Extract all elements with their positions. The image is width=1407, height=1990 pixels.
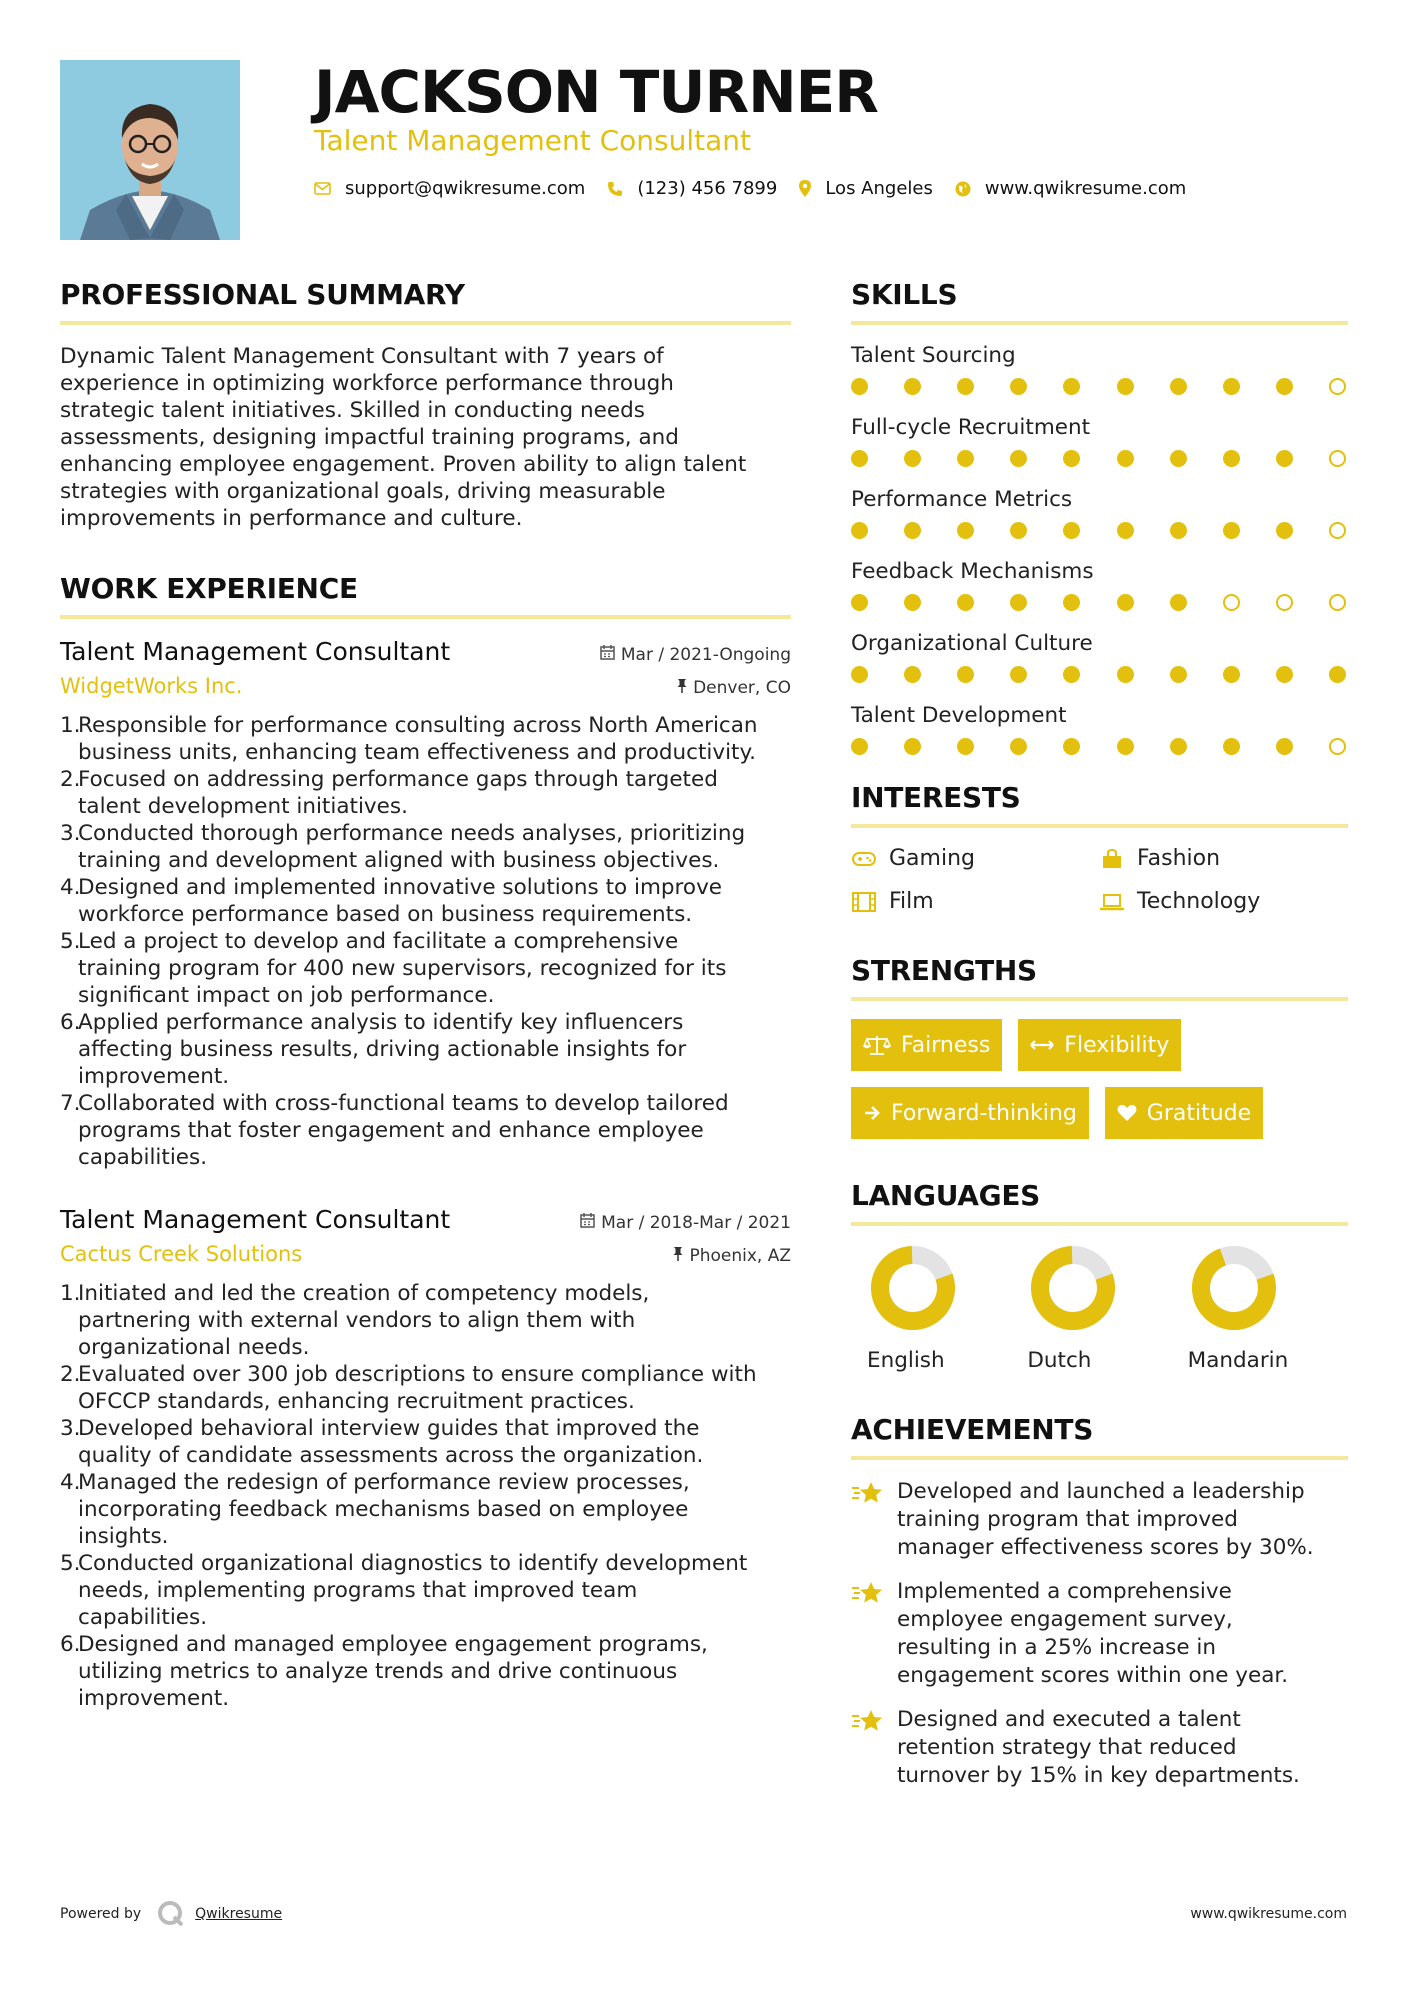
skill-item	[851, 559, 1348, 611]
rating-dot-filled	[1010, 738, 1027, 755]
rating-dot-filled	[1223, 378, 1240, 395]
skill-rating	[851, 378, 1348, 395]
rating-dot-filled	[1276, 666, 1293, 683]
job-title: Talent Management Consultant	[60, 1205, 451, 1234]
interest-item: Technology	[1099, 889, 1347, 914]
duty-line: organizational needs.	[78, 1335, 310, 1360]
duty-list	[60, 1280, 791, 1712]
rating-dot-filled	[851, 450, 868, 467]
contact-bar	[314, 178, 1208, 199]
skill-rating	[851, 594, 1348, 611]
job-title: Talent Management Consultant	[60, 637, 451, 666]
globe-icon	[955, 181, 971, 197]
duty-item	[60, 1469, 791, 1550]
duty-line: Managed the redesign of performance review processes,	[78, 1470, 690, 1495]
rating-dot-filled	[1170, 666, 1187, 683]
rating-dot-filled	[1170, 378, 1187, 395]
skill-item	[851, 415, 1348, 467]
skill-item	[851, 631, 1348, 683]
skill-name: Organizational Culture	[851, 631, 1093, 656]
duty-line: improvement.	[78, 1686, 230, 1711]
rating-dot-filled	[957, 450, 974, 467]
rating-dot-filled	[1117, 450, 1134, 467]
job-company-row	[60, 1234, 791, 1266]
duty-item	[60, 1280, 791, 1361]
rating-dot-filled	[1276, 738, 1293, 755]
duty-item	[60, 1415, 791, 1469]
envelope-icon	[314, 182, 331, 195]
duty-item	[60, 1550, 791, 1631]
strength-badge: Forward-thinking	[851, 1087, 1089, 1139]
duty-line: Focused on addressing performance gaps through targeted	[78, 767, 718, 792]
rating-dot-filled	[1117, 522, 1134, 539]
star-award-icon	[851, 1706, 885, 1790]
duty-number: 6.	[60, 1632, 81, 1657]
achievement-item	[851, 1478, 1348, 1562]
heart-icon	[1117, 1104, 1137, 1122]
duty-line: Applied performance analysis to identify key influencers	[78, 1010, 684, 1035]
achievement-line: manager effectiveness scores by 30%.	[897, 1535, 1314, 1560]
job-list	[60, 637, 791, 1712]
strength-badge: Fairness	[851, 1019, 1002, 1071]
left-column	[60, 278, 791, 1746]
language-item	[867, 1244, 1027, 1373]
skill-name: Talent Development	[851, 703, 1067, 728]
achievement-line: Designed and executed a talent	[897, 1707, 1241, 1732]
phone-icon	[607, 181, 623, 197]
duty-line: Collaborated with cross-functional teams to develop tailored	[78, 1091, 729, 1116]
duty-number: 7.	[60, 1091, 81, 1116]
duty-number: 6.	[60, 1010, 81, 1035]
arrows-horizontal-icon	[1030, 1039, 1054, 1051]
qwikresume-logo-icon	[157, 1900, 185, 1928]
rating-dot-filled	[904, 738, 921, 755]
skill-item	[851, 487, 1348, 539]
duty-line: improvement.	[78, 1064, 230, 1089]
achievement-line: engagement scores within one year.	[897, 1663, 1289, 1688]
duty-line: training program for 400 new supervisors, recognized for its	[78, 956, 727, 981]
duty-number: 1.	[60, 1281, 81, 1306]
rating-dot-filled	[1063, 522, 1080, 539]
achievements-heading: ACHIEVEMENTS	[851, 1413, 1348, 1460]
rating-dot-filled	[1010, 666, 1027, 683]
duty-number: 4.	[60, 1470, 81, 1495]
rating-dot-filled	[1117, 594, 1134, 611]
rating-dot-filled	[1170, 450, 1187, 467]
rating-dot-filled	[1063, 594, 1080, 611]
job-date-text: Mar / 2021-Ongoing	[620, 644, 791, 665]
language-name: Dutch	[1027, 1348, 1092, 1373]
rating-dot-filled	[1010, 594, 1027, 611]
rating-dot-filled	[1170, 594, 1187, 611]
company-name: Cactus Creek Solutions	[60, 1242, 303, 1266]
achievement-line: Developed and launched a leadership	[897, 1479, 1305, 1504]
duty-number: 1.	[60, 713, 81, 738]
duty-line: capabilities.	[78, 1605, 208, 1630]
duty-item	[60, 874, 791, 928]
duty-item	[60, 1361, 791, 1415]
balance-scale-icon	[863, 1034, 891, 1056]
duty-line: significant impact on job performance.	[78, 983, 495, 1008]
achievement-line: Implemented a comprehensive	[897, 1579, 1232, 1604]
star-award-icon	[851, 1578, 885, 1690]
achievement-text	[897, 1706, 1300, 1790]
language-list	[851, 1244, 1348, 1373]
strength-list	[851, 1019, 1348, 1139]
shopping-bag-icon	[1099, 848, 1125, 870]
skill-rating	[851, 450, 1348, 467]
rating-dot-filled	[1329, 666, 1346, 683]
duty-line: Designed and managed employee engagement programs,	[78, 1632, 708, 1657]
duty-text	[78, 1415, 703, 1469]
rating-dot-empty	[1223, 594, 1240, 611]
interest-list	[851, 846, 1348, 914]
language-donut	[1029, 1244, 1117, 1332]
duty-number: 4.	[60, 875, 81, 900]
rating-dot-filled	[1063, 738, 1080, 755]
rating-dot-filled	[1117, 738, 1134, 755]
duty-text	[78, 1090, 729, 1171]
rating-dot-empty	[1329, 450, 1346, 467]
rating-dot-filled	[957, 522, 974, 539]
duty-text	[78, 1009, 686, 1090]
rating-dot-filled	[957, 594, 974, 611]
right-column	[851, 278, 1348, 1806]
duty-item	[60, 712, 791, 766]
rating-dot-filled	[851, 738, 868, 755]
rating-dot-filled	[904, 594, 921, 611]
duty-line: Designed and implemented innovative solutions to improve	[78, 875, 723, 900]
duty-text	[78, 1469, 690, 1550]
language-item	[1027, 1244, 1187, 1373]
contact-phone[interactable]: (123) 456 7899	[607, 178, 777, 199]
rating-dot-filled	[1063, 450, 1080, 467]
achievement-text	[897, 1578, 1288, 1690]
film-icon	[851, 891, 877, 913]
job-entry	[60, 1205, 791, 1712]
job-location	[673, 1246, 791, 1266]
duty-item	[60, 766, 791, 820]
skills-heading: SKILLS	[851, 278, 1348, 325]
rating-dot-filled	[904, 450, 921, 467]
footer-brand-link[interactable]: Qwikresume	[195, 1906, 283, 1922]
rating-dot-filled	[851, 594, 868, 611]
duty-text	[78, 1631, 708, 1712]
language-donut	[869, 1244, 957, 1332]
rating-dot-filled	[904, 378, 921, 395]
job-location-text: Phoenix, AZ	[689, 1245, 791, 1266]
rating-dot-empty	[1329, 738, 1346, 755]
duty-line: programs that foster engagement and enhance employee	[78, 1118, 704, 1143]
duty-number: 3.	[60, 821, 81, 846]
duty-number: 5.	[60, 929, 81, 954]
duty-line: training and development aligned with business objectives.	[78, 848, 720, 873]
rating-dot-empty	[1329, 594, 1346, 611]
rating-dot-filled	[1010, 450, 1027, 467]
duty-text	[78, 928, 726, 1009]
profile-photo	[60, 60, 240, 240]
rating-dot-filled	[1063, 666, 1080, 683]
rating-dot-filled	[1276, 522, 1293, 539]
professional-summary: Dynamic Talent Management Consultant with 7 years of experience in optimizing workforce performance through strategic talent initiatives. Skilled in conducting needs assessments, designing impactful training programs, and enhancing employee engagement. Proven ability to align talent strategies with organizational goals, driving measurable improvements in performance and culture.	[60, 344, 747, 531]
achievement-line: employee engagement survey,	[897, 1607, 1233, 1632]
achievement-text	[897, 1478, 1314, 1562]
pin-icon	[677, 678, 687, 697]
duty-text	[78, 1280, 649, 1361]
duty-line: incorporating feedback mechanisms based on employee	[78, 1497, 689, 1522]
achievement-line: retention strategy that reduced	[897, 1735, 1237, 1760]
skill-name: Performance Metrics	[851, 487, 1073, 512]
skill-list	[851, 343, 1348, 755]
job-date	[600, 645, 791, 665]
duty-line: business units, enhancing team effectiveness and productivity.	[78, 740, 756, 765]
duty-line: needs, implementing programs that improved team	[78, 1578, 638, 1603]
rating-dot-filled	[1063, 378, 1080, 395]
duty-line: insights.	[78, 1524, 169, 1549]
language-donut	[1190, 1244, 1278, 1332]
summary-heading: PROFESSIONAL SUMMARY	[60, 278, 791, 325]
rating-dot-empty	[1329, 378, 1346, 395]
duty-item	[60, 1090, 791, 1171]
skill-item	[851, 343, 1348, 395]
duty-line: affecting business results, driving actionable insights for	[78, 1037, 687, 1062]
achievement-line: resulting in a 25% increase in	[897, 1635, 1217, 1660]
rating-dot-filled	[957, 738, 974, 755]
achievement-item	[851, 1578, 1348, 1690]
job-date	[580, 1213, 791, 1233]
duty-item	[60, 1009, 791, 1090]
company-name: WidgetWorks Inc.	[60, 674, 243, 698]
duty-line: partnering with external vendors to align them with	[78, 1308, 636, 1333]
interest-item: Gaming	[851, 846, 1099, 871]
duty-line: Initiated and led the creation of competency models,	[78, 1281, 650, 1306]
language-item	[1188, 1244, 1348, 1373]
job-entry	[60, 637, 791, 1171]
duty-item	[60, 928, 791, 1009]
contact-website[interactable]: www.qwikresume.com	[955, 178, 1186, 199]
skill-name: Feedback Mechanisms	[851, 559, 1094, 584]
skill-item	[851, 703, 1348, 755]
rating-dot-filled	[1223, 666, 1240, 683]
duty-number: 2.	[60, 767, 81, 792]
achievement-list	[851, 1478, 1348, 1790]
calendar-icon	[600, 645, 615, 664]
strengths-heading: STRENGTHS	[851, 954, 1348, 1001]
rating-dot-empty	[1276, 594, 1293, 611]
duty-text	[78, 712, 758, 766]
map-marker-icon	[799, 180, 811, 197]
candidate-name: JACKSON TURNER	[314, 58, 878, 126]
rating-dot-filled	[1170, 522, 1187, 539]
duty-line: quality of candidate assessments across the organization.	[78, 1443, 704, 1468]
contact-email[interactable]: support@qwikresume.com	[314, 178, 585, 199]
duty-line: Evaluated over 300 job descriptions to ensure compliance with	[78, 1362, 757, 1387]
duty-text	[78, 820, 745, 874]
rating-dot-filled	[957, 666, 974, 683]
rating-dot-filled	[1117, 666, 1134, 683]
rating-dot-filled	[1170, 738, 1187, 755]
rating-dot-filled	[1010, 378, 1027, 395]
rating-dot-filled	[1276, 378, 1293, 395]
duty-item	[60, 820, 791, 874]
rating-dot-filled	[851, 522, 868, 539]
skill-name: Talent Sourcing	[851, 343, 1016, 368]
duty-line: utilizing metrics to analyze trends and drive continuous	[78, 1659, 678, 1684]
language-name: English	[867, 1348, 945, 1373]
duty-line: talent development initiatives.	[78, 794, 408, 819]
duty-number: 5.	[60, 1551, 81, 1576]
duty-line: Led a project to develop and facilitate a comprehensive	[78, 929, 679, 954]
interest-item: Film	[851, 889, 1099, 914]
footer-powered-by: Powered by Qwikresume	[60, 1900, 282, 1928]
rating-dot-filled	[1223, 738, 1240, 755]
skill-name: Full-cycle Recruitment	[851, 415, 1091, 440]
rating-dot-filled	[904, 666, 921, 683]
candidate-title: Talent Management Consultant	[314, 124, 752, 157]
achievement-line: turnover by 15% in key departments.	[897, 1763, 1300, 1788]
rating-dot-filled	[957, 378, 974, 395]
gamepad-icon	[851, 848, 877, 870]
job-company-row	[60, 666, 791, 698]
footer-url[interactable]: www.qwikresume.com	[1190, 1906, 1347, 1922]
job-location	[677, 678, 791, 698]
duty-item	[60, 1631, 791, 1712]
arrow-right-icon	[863, 1104, 881, 1122]
interests-heading: INTERESTS	[851, 781, 1348, 828]
languages-heading: LANGUAGES	[851, 1179, 1348, 1226]
job-header-row	[60, 1205, 791, 1234]
achievement-item	[851, 1706, 1348, 1790]
rating-dot-filled	[1117, 378, 1134, 395]
pin-icon	[673, 1246, 683, 1265]
strength-badge: Gratitude	[1105, 1087, 1263, 1139]
job-header-row	[60, 637, 791, 666]
duty-line: OFCCP standards, enhancing recruitment practices.	[78, 1389, 635, 1414]
calendar-icon	[580, 1213, 595, 1232]
strength-badge: Flexibility	[1018, 1019, 1181, 1071]
rating-dot-filled	[1223, 522, 1240, 539]
rating-dot-filled	[851, 378, 868, 395]
duty-text	[78, 874, 722, 928]
job-location-text: Denver, CO	[693, 677, 791, 698]
contact-location: Los Angeles	[799, 178, 933, 199]
language-name: Mandarin	[1187, 1348, 1289, 1373]
achievement-line: training program that improved	[897, 1507, 1238, 1532]
duty-line: Conducted thorough performance needs analyses, prioritizing	[78, 821, 746, 846]
duty-line: capabilities.	[78, 1145, 208, 1170]
interest-item: Fashion	[1099, 846, 1347, 871]
duty-line: Developed behavioral interview guides that improved the	[78, 1416, 700, 1441]
skill-rating	[851, 522, 1348, 539]
duty-text	[78, 766, 718, 820]
duty-line: workforce performance based on business requirements.	[78, 902, 693, 927]
duty-number: 3.	[60, 1416, 81, 1441]
rating-dot-filled	[1276, 450, 1293, 467]
duty-line: Responsible for performance consulting across North American	[78, 713, 758, 738]
laptop-icon	[1099, 891, 1125, 913]
rating-dot-filled	[1010, 522, 1027, 539]
star-award-icon	[851, 1478, 885, 1562]
duty-text	[78, 1550, 747, 1631]
experience-heading: WORK EXPERIENCE	[60, 572, 791, 619]
skill-rating	[851, 666, 1348, 683]
job-date-text: Mar / 2018-Mar / 2021	[601, 1212, 791, 1233]
duty-text	[78, 1361, 757, 1415]
duty-list	[60, 712, 791, 1171]
skill-rating	[851, 738, 1348, 755]
duty-number: 2.	[60, 1362, 81, 1387]
rating-dot-filled	[1223, 450, 1240, 467]
rating-dot-filled	[851, 666, 868, 683]
rating-dot-filled	[904, 522, 921, 539]
rating-dot-empty	[1329, 522, 1346, 539]
duty-line: Conducted organizational diagnostics to identify development	[78, 1551, 748, 1576]
